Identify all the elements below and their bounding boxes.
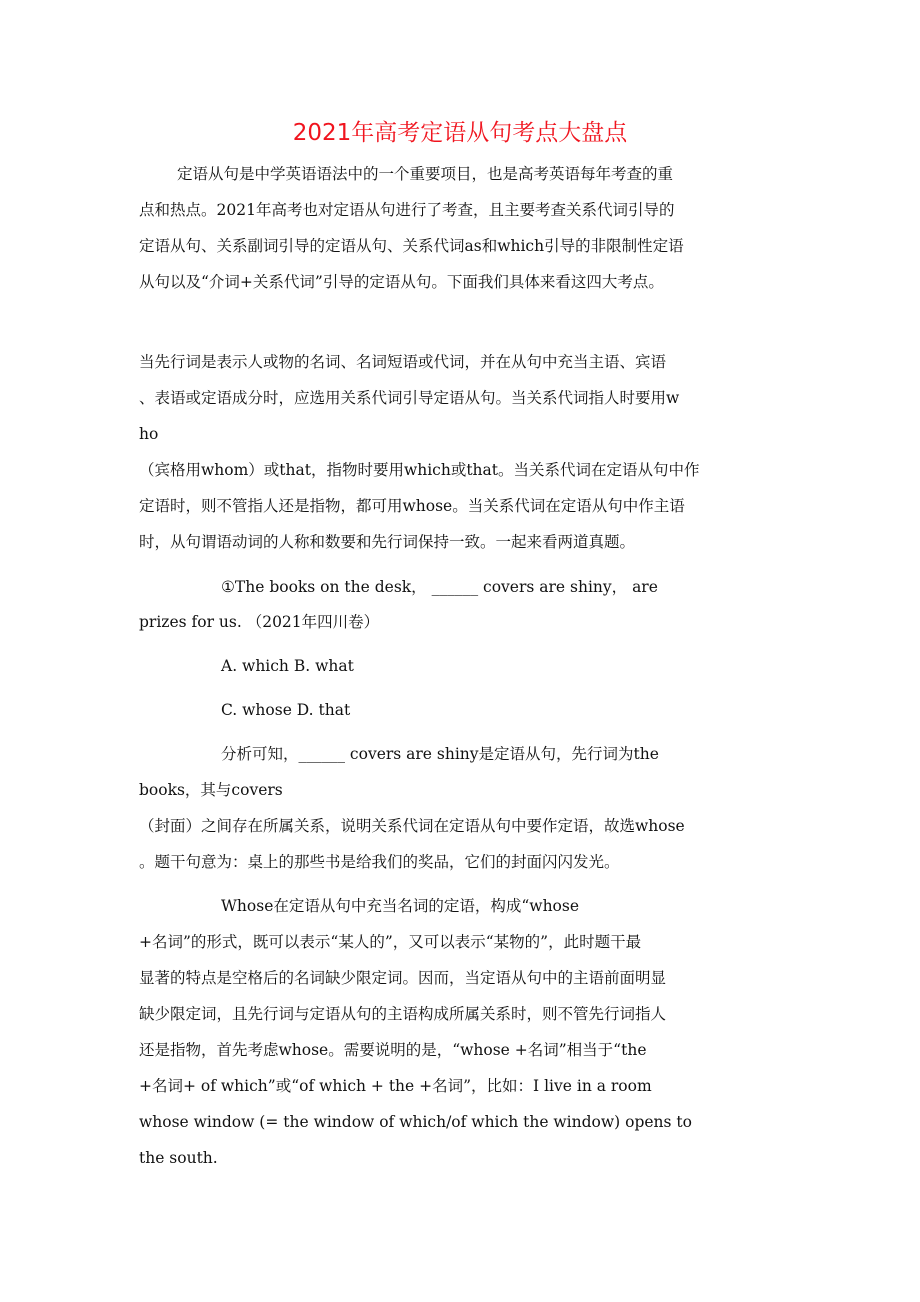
text-line: 点和热点。2021年高考也对定语从句进行了考查，且主要考查关系代词引导的 xyxy=(139,201,675,219)
text-line: A. which B. what xyxy=(221,657,354,675)
text-line: +名词”的形式，既可以表示“某人的”，又可以表示“某物的”，此时题干最 xyxy=(139,933,642,951)
text-line: 分析可知，______ covers are shiny是定语从句，先行词为the xyxy=(221,745,659,763)
text-line: 定语从句、关系副词引导的定语从句、关系代词as和which引导的非限制性定语 xyxy=(139,237,684,255)
text-line: 缺少限定词，且先行词与定语从句的主语构成所属关系时，则不管先行词指人 xyxy=(139,1005,667,1023)
text-line: ho xyxy=(139,425,159,443)
text-line: 定语从句是中学英语语法中的一个重要项目，也是高考英语每年考查的重 xyxy=(177,165,674,183)
text-line: （宾格用whom）或that，指物时要用which或that。当关系代词在定语从句中作 xyxy=(139,461,700,479)
text-line: books，其与covers xyxy=(139,781,283,799)
text-line: 当先行词是表示人或物的名词、名词短语或代词，并在从句中充当主语、宾语 xyxy=(139,353,667,371)
text-line: 定语时，则不管指人还是指物，都可用whose。当关系代词在定语从句中作主语 xyxy=(139,497,685,515)
document-title: 2021年高考定语从句考点大盘点 xyxy=(292,120,628,146)
text-line: 从句以及“介词+关系代词”引导的定语从句。下面我们具体来看这四大考点。 xyxy=(139,273,664,291)
text-line: 、表语或定语成分时，应选用关系代词引导定语从句。当关系代词指人时要用w xyxy=(139,389,680,407)
text-line: whose window (= the window of which/of which the window) opens to xyxy=(139,1113,692,1131)
text-line: 时，从句谓语动词的人称和数要和先行词保持一致。一起来看两道真题。 xyxy=(139,533,636,551)
text-line: prizes for us. （2021年四川卷） xyxy=(139,613,380,631)
text-line: ①The books on the desk， ______ covers are shiny， are xyxy=(221,578,658,596)
text-line: 显著的特点是空格后的名词缺少限定词。因而，当定语从句中的主语前面明显 xyxy=(139,969,667,987)
text-line: C. whose D. that xyxy=(221,701,351,719)
text-line: （封面）之间存在所属关系，说明关系代词在定语从句中要作定语，故选whose xyxy=(139,817,685,835)
text-line: Whose在定语从句中充当名词的定语，构成“whose xyxy=(221,897,580,915)
text-line: +名词+ of which”或“of which + the +名词”，比如：I live in a room xyxy=(139,1077,652,1095)
text-line: 。题干句意为：桌上的那些书是给我们的奖品，它们的封面闪闪发光。 xyxy=(139,853,620,871)
text-line: 还是指物，首先考虑whose。需要说明的是，“whose +名词”相当于“the xyxy=(139,1041,647,1059)
text-line: the south. xyxy=(139,1149,218,1167)
